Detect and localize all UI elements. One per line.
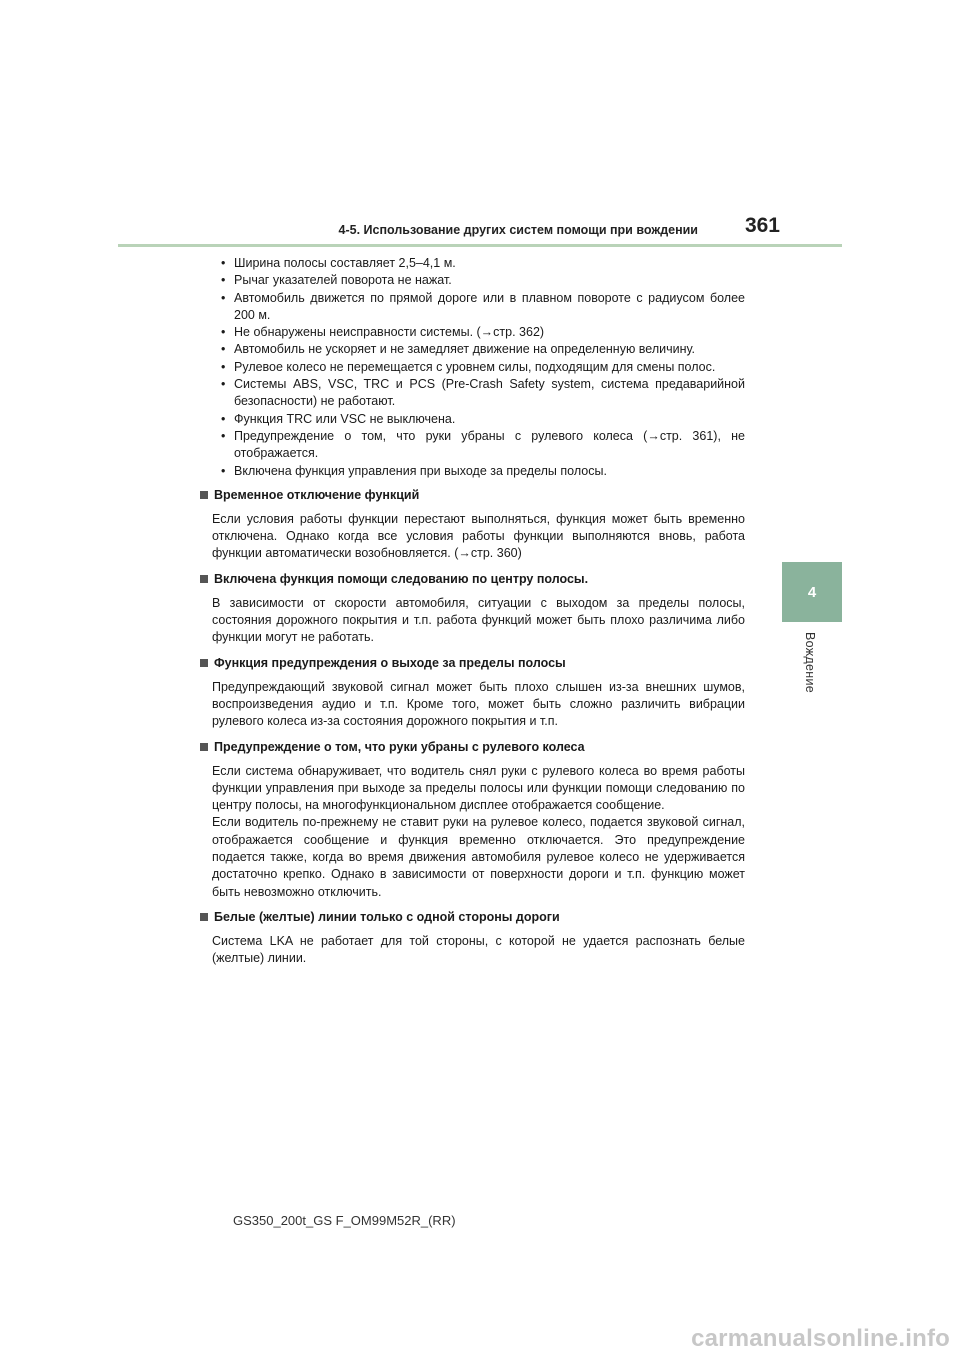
- page-content: [210, 255, 745, 976]
- section-lane-centering: [210, 571, 745, 647]
- section-heading: [200, 655, 745, 672]
- section-heading-text: Белые (желтые) линии только с одной стороны дороги: [214, 909, 560, 924]
- page-number: 361: [744, 214, 780, 237]
- square-bullet-icon: [200, 743, 208, 751]
- chapter-number: 4: [807, 583, 817, 601]
- section-heading-text: Предупреждение о том, что руки убраны с рулевого колеса: [214, 739, 585, 754]
- square-bullet-icon: [200, 575, 208, 583]
- list-item: • Не обнаружены неисправности системы. (→стр. 362): [210, 324, 745, 341]
- section-heading: [200, 739, 745, 756]
- paragraph: Если условия работы функции перестают выполняться, функция может быть временно отключена. Однако когда все условия работы функции выполняются вновь, работа функции автоматически возобновляется. (→стр. 360): [212, 511, 745, 561]
- paragraph: В зависимости от скорости автомобиля, ситуации с выходом за пределы полосы, состояния дорожного покрытия и т.п. работа функций может быть плохо различима либо функции могут не работать.: [212, 595, 745, 645]
- section-heading-text: Временное отключение функций: [214, 487, 420, 502]
- square-bullet-icon: [200, 913, 208, 921]
- list-item: • Системы ABS, VSC, TRC и PCS (Pre-Crash Safety system, система предаварийной безопасности) не работают.: [210, 376, 745, 411]
- list-item: • Функция TRC или VSC не выключена.: [210, 411, 745, 428]
- section-body: [210, 763, 745, 901]
- page-header: [118, 214, 842, 250]
- list-item: • Автомобиль не ускоряет и не замедляет движение на определенную величину.: [210, 341, 745, 358]
- paragraph: Если водитель по-прежнему не ставит руки на рулевое колесо, подается звуковой сигнал, отображается сообщение и функция временно отключается. Это предупреждение подается также, когда во время движения автомобиля рулевое колесо не удерживается достаточно крепко. Однако в зависимости от поверхности дороги и т.п. функцию может быть невозможно отключить.: [212, 815, 745, 899]
- square-bullet-icon: [200, 659, 208, 667]
- section-lane-departure-warning: [210, 655, 745, 731]
- conditions-list: [210, 255, 745, 480]
- paragraph: Если система обнаруживает, что водитель снял руки с рулевого колеса во время работы функции управления при выходе за пределы полосы или функции помощи следованию по центру полосы, на многофункциональном дисплее отображается сообщение.: [212, 763, 745, 813]
- section-body: [210, 933, 745, 968]
- section-hands-off-warning: [210, 739, 745, 901]
- list-item: • Включена функция управления при выходе за пределы полосы.: [210, 463, 745, 480]
- list-item: • Рычаг указателей поворота не нажат.: [210, 272, 745, 289]
- list-item: • Предупреждение о том, что руки убраны с рулевого колеса (→стр. 361), не отображается.: [210, 428, 745, 463]
- chapter-label: Вождение: [803, 632, 817, 693]
- section-heading-text: Функция предупреждения о выходе за пределы полосы: [214, 655, 566, 670]
- section-heading: [200, 571, 745, 588]
- list-item: • Автомобиль движется по прямой дороге или в плавном повороте с радиусом более 200 м.: [210, 290, 745, 325]
- section-body: [210, 511, 745, 563]
- section-title: 4-5. Использование других систем помощи при вождении: [338, 223, 698, 237]
- section-heading: [200, 909, 745, 926]
- section-temporary-disable: [210, 487, 745, 563]
- section-heading-text: Включена функция помощи следованию по центру полосы.: [214, 571, 589, 586]
- footer-model-code: GS350_200t_GS F_OM99M52R_(RR): [233, 1213, 456, 1228]
- section-heading: [200, 487, 745, 504]
- square-bullet-icon: [200, 491, 208, 499]
- paragraph: Система LKA не работает для той стороны, с которой не удается распознать белые (желтые) линии.: [212, 933, 745, 966]
- section-one-side-lines: [210, 909, 745, 968]
- list-item: • Ширина полосы составляет 2,5–4,1 м.: [210, 255, 745, 272]
- list-item: • Рулевое колесо не перемещается с уровнем силы, подходящим для смены полос.: [210, 359, 745, 376]
- chapter-tab[interactable]: [782, 562, 842, 622]
- section-body: [210, 679, 745, 731]
- header-divider: [118, 244, 842, 247]
- paragraph: Предупреждающий звуковой сигнал может быть плохо слышен из-за внешних шумов, воспроизведения аудио и т.п. Кроме того, может быть сложно различить вибрации рулевого колеса из-за состояния дорожного покрытия и т.п.: [212, 679, 745, 729]
- watermark: carmanualsonline.info: [691, 1325, 950, 1352]
- section-body: [210, 595, 745, 647]
